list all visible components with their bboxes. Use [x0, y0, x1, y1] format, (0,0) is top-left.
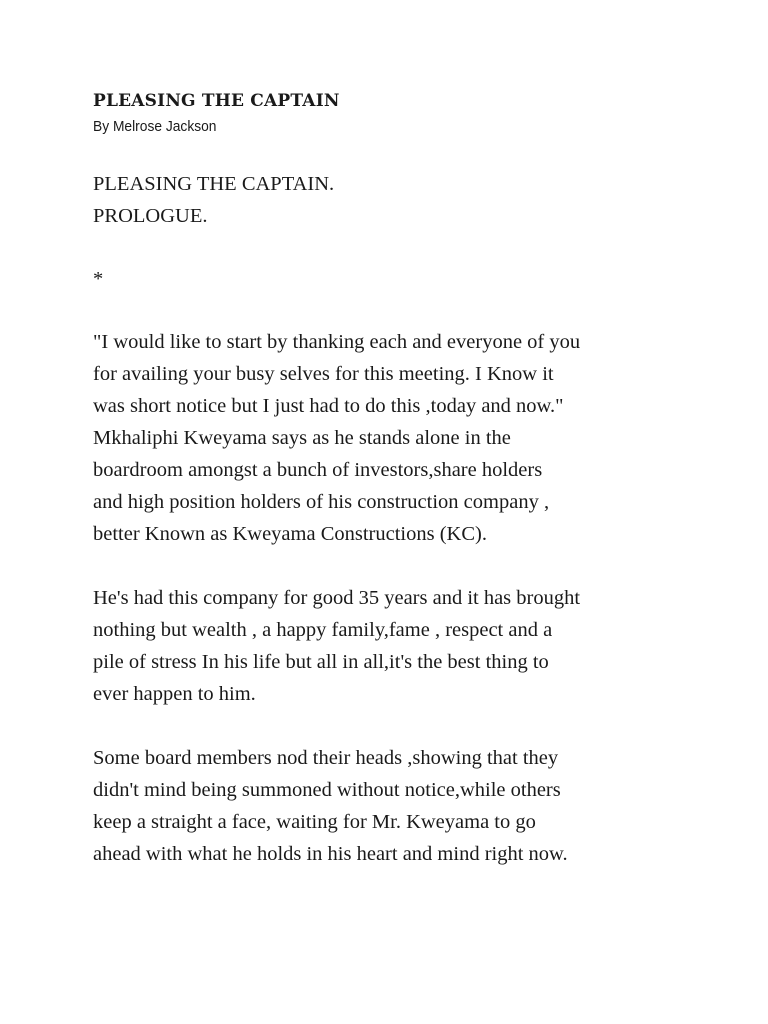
section-separator: *: [93, 268, 104, 290]
document-page: [93, 88, 693, 870]
document-author: By Melrose Jackson: [93, 118, 217, 135]
document-title: PLEASING THE CAPTAIN: [93, 91, 340, 111]
chapter-heading: PLEASING THE CAPTAIN. PROLOGUE.: [93, 173, 335, 227]
paragraph: Some board members nod their heads ,showing that they didn't mind being summoned without notice,while others keep a straight a face, waiting for Mr. Kweyama to go ahead with what he holds in his heart and mind right now.: [93, 747, 568, 865]
paragraph: "I would like to start by thanking each and everyone of you for availing your busy selves for this meeting. I Know it was short notice but I just had to do this ,today and now." Mkhaliphi Kweyama says as he stands alone in the boardroom amongst a bunch of investors,share holders and high position holders of his construction company , better Known as Kweyama Constructions (KC).: [93, 331, 581, 545]
paragraph: He's had this company for good 35 years and it has brought nothing but wealth , a happy family,fame , respect and a pile of stress In his life but all in all,it's the best thing to ever happen to him.: [93, 587, 581, 705]
